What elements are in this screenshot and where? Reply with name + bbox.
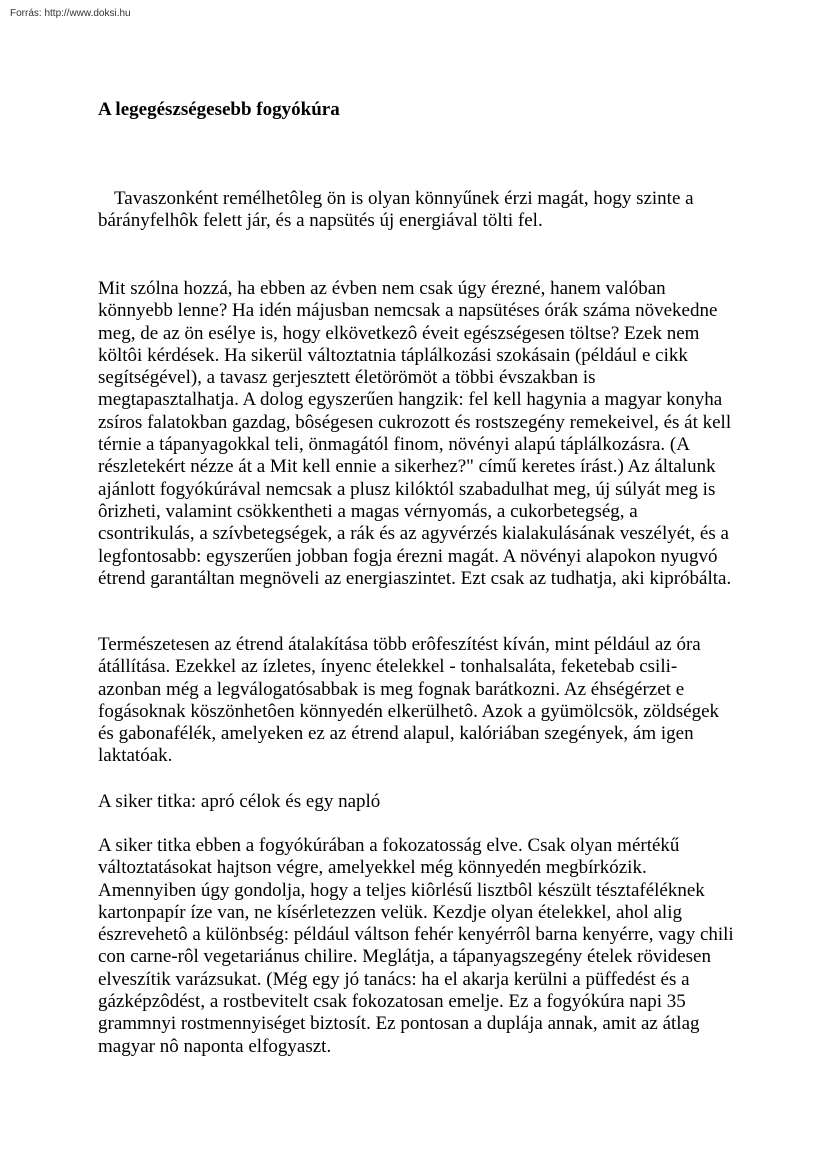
source-url: Forrás: http://www.doksi.hu xyxy=(10,8,131,19)
body-paragraph-1: Mit szólna hozzá, ha ebben az évben nem csak úgy érezné, hanem valóban könnyebb lenne? Ha idén májusban nemcsak a napsütéses órák száma növekedne meg, de az ön esélye is, hogy elkövetkezô éveit egészségesen töltse? Ezek nem költôi kérdések. Ha sikerül változtatnia táplálkozási szokásain (például e cikk segítségével), a tavasz gerjesztett életörömöt a többi évszakban is megtapasztalhatja. A dolog egyszerűen hangzik: fel kell hagynia a magyar konyha zsíros falatokban gazdag, bôségesen cukrozott és rostszegény remekeivel, és át kell térnie a tápanyagokkal teli, önmagától finom, növényi alapú táplálkozásra. (A részletekért nézze át a Mit kell ennie a sikerhez?" című keretes írást.) Az általunk ajánlott fogyókúrával nemcsak a plusz kilóktól szabadulhat meg, új súlyát meg is ôrizheti, valamint csökkentheti a magas vérnyomás, a cukorbetegség, a csontrikulás, a szívbetegségek, a rák és az agyvérzés kialakulásának veszélyét, és a legfontosabb: egyszerűen jobban fogja érezni magát. A növényi alapokon nyugvó étrend garantáltan megnöveli az energiaszintet. Ezt csak az tudhatja, aki kipróbálta. xyxy=(98,278,732,589)
page-title: A legegészségesebb fogyókúra xyxy=(98,99,340,120)
intro-paragraph: Tavaszonként remélhetôleg ön is olyan könnyűnek érzi magát, hogy szinte a bárányfelhôk felett jár, és a napsütés új energiával tölti fel. xyxy=(98,188,694,232)
section-subheading: A siker titka: apró célok és egy napló xyxy=(98,791,381,812)
body-paragraph-3: A siker titka ebben a fogyókúrában a fokozatosság elve. Csak olyan mértékű változtatásokat hajtson végre, amelyekkel még könnyedén megbírkózik. Amennyiben úgy gondolja, hogy a teljes kiôrlésű lisztbôl készült tésztaféléknek kartonpapír íze van, ne kísérletezzen velük. Kezdje olyan ételekkel, ahol alig észrevehetô a különbség: például váltson fehér kenyérrôl barna kenyérre, vagy chili con carne-rôl vegetariánus chilire. Meglátja, a tápanyagszegény ételek rövidesen elveszítik varázsukat. (Még egy jó tanács: ha el akarja kerülni a püffedést és a gázképzôdést, a rostbevitelt csak fokozatosan emelje. Ez a fogyókúra napi 35 grammnyi rostmennyiséget biztosít. Ez pontosan a duplája annak, amit az átlag magyar nô naponta elfogyaszt. xyxy=(98,835,734,1057)
body-paragraph-2: Természetesen az étrend átalakítása több erôfeszítést kíván, mint például az óra átállítása. Ezekkel az ízletes, ínyenc ételekkel - tonhalsaláta, feketebab csili- azonban még a legválogatósabbak is meg fognak barátkozni. Az éhségérzet e fogásoknak köszönhetôen könnyedén elkerülhetô. Azok a gyümölcsök, zöldségek és gabonafélék, amelyeken ez az étrend alapul, kalóriában szegények, ám igen laktatóak. xyxy=(98,634,720,767)
